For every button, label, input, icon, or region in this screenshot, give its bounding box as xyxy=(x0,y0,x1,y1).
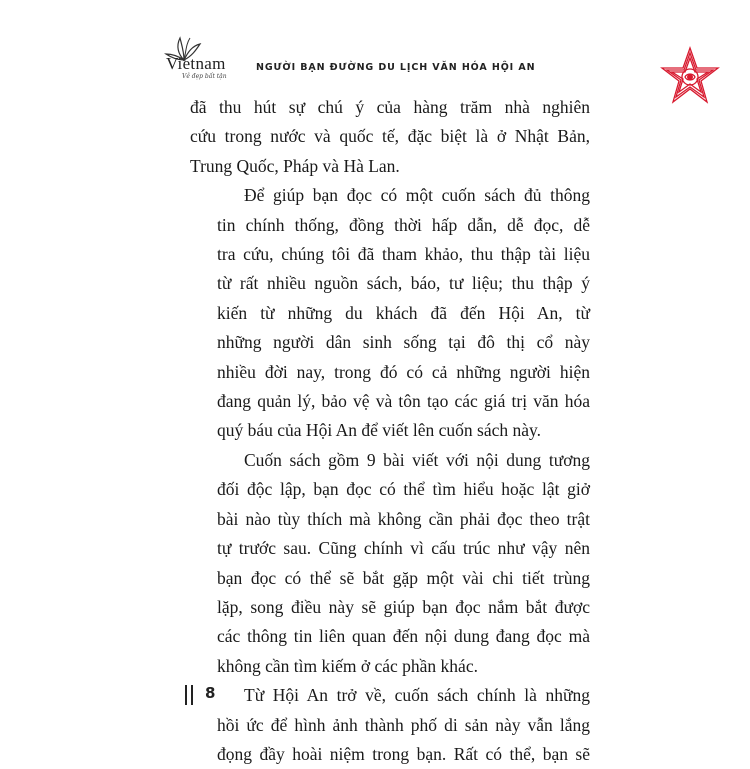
text-line: đọng đầy hoài niệm trong bạn. Rất có thể, bạn sẽ xyxy=(217,743,590,764)
red-star-emblem-icon xyxy=(658,44,722,108)
text-line: lặp, song điều này sẽ giúp bạn đọc nắm bắt được xyxy=(217,596,590,617)
text-line: hồi ức để hình ảnh thành phố di sản này vẫn lắng xyxy=(217,714,590,735)
text-line: Từ Hội An trở về, cuốn sách chính là những xyxy=(244,685,590,706)
text-line: các thông tin liên quan đến nội dung đang đọc mà xyxy=(217,626,590,647)
text-line: những người dân sinh sống tại đô thị cổ này xyxy=(217,332,590,353)
logo-wordmark: Vietnam xyxy=(166,54,226,73)
text-line: tin chính thống, đồng thời hấp dẫn, dễ đọc, dễ xyxy=(217,214,590,235)
logo-tagline: Vẻ đẹp bất tận xyxy=(182,73,227,80)
text-line: đã thu hút sự chú ý của hàng trăm nhà nghiên xyxy=(190,97,590,117)
text-line: không cần tìm kiếm ở các phần khác. xyxy=(217,655,478,676)
text-line: tra cứu, chúng tôi đã tham khảo, thu thập tài liệu xyxy=(217,244,590,265)
paragraph-4 xyxy=(190,681,590,769)
footer-bars-icon xyxy=(185,684,195,706)
text-line: đang quản lý, bảo vệ và tôn tạo các giá trị văn hóa xyxy=(217,391,590,412)
text-line: Cuốn sách gồm 9 bài viết với nội dung tương xyxy=(244,449,590,470)
text-line: từ rất nhiều nguồn sách, báo, tư liệu; thu thập ý xyxy=(217,273,590,294)
page-number: 8 xyxy=(205,684,216,702)
text-line: bạn đọc có thể sẽ bắt gặp một vài chi tiết trùng xyxy=(217,567,590,588)
paragraph-2 xyxy=(190,181,590,446)
paragraph-3 xyxy=(190,446,590,681)
text-line: đối độc lập, bạn đọc có thể tìm hiểu hoặc lật giở xyxy=(217,479,590,500)
text-line: Trung Quốc, Pháp và Hà Lan. xyxy=(190,155,400,176)
text-line: tự trước sau. Cũng chính vì cấu trúc như vậy nên xyxy=(217,538,590,559)
text-line: cứu trong nước và quốc tế, đặc biệt là ở Nhật Bản, xyxy=(190,126,590,147)
paragraph-1 xyxy=(190,93,590,181)
vietnam-logo xyxy=(158,36,238,86)
text-line: bài nào tùy thích mà không cần phải đọc theo trật xyxy=(217,508,590,529)
running-header-title: NGƯỜI BẠN ĐƯỜNG DU LỊCH VĂN HÓA HỘI AN xyxy=(256,62,536,73)
page-header xyxy=(158,36,598,86)
body-text xyxy=(190,93,590,769)
text-line: kiến từ những du khách đã đến Hội An, từ xyxy=(217,302,590,323)
text-line: nhiều đời nay, trong đó có cả những người hiện xyxy=(217,361,590,382)
text-line: Để giúp bạn đọc có một cuốn sách đủ thông xyxy=(244,185,590,206)
text-line: quý báu của Hội An để viết lên cuốn sách này. xyxy=(217,420,541,441)
